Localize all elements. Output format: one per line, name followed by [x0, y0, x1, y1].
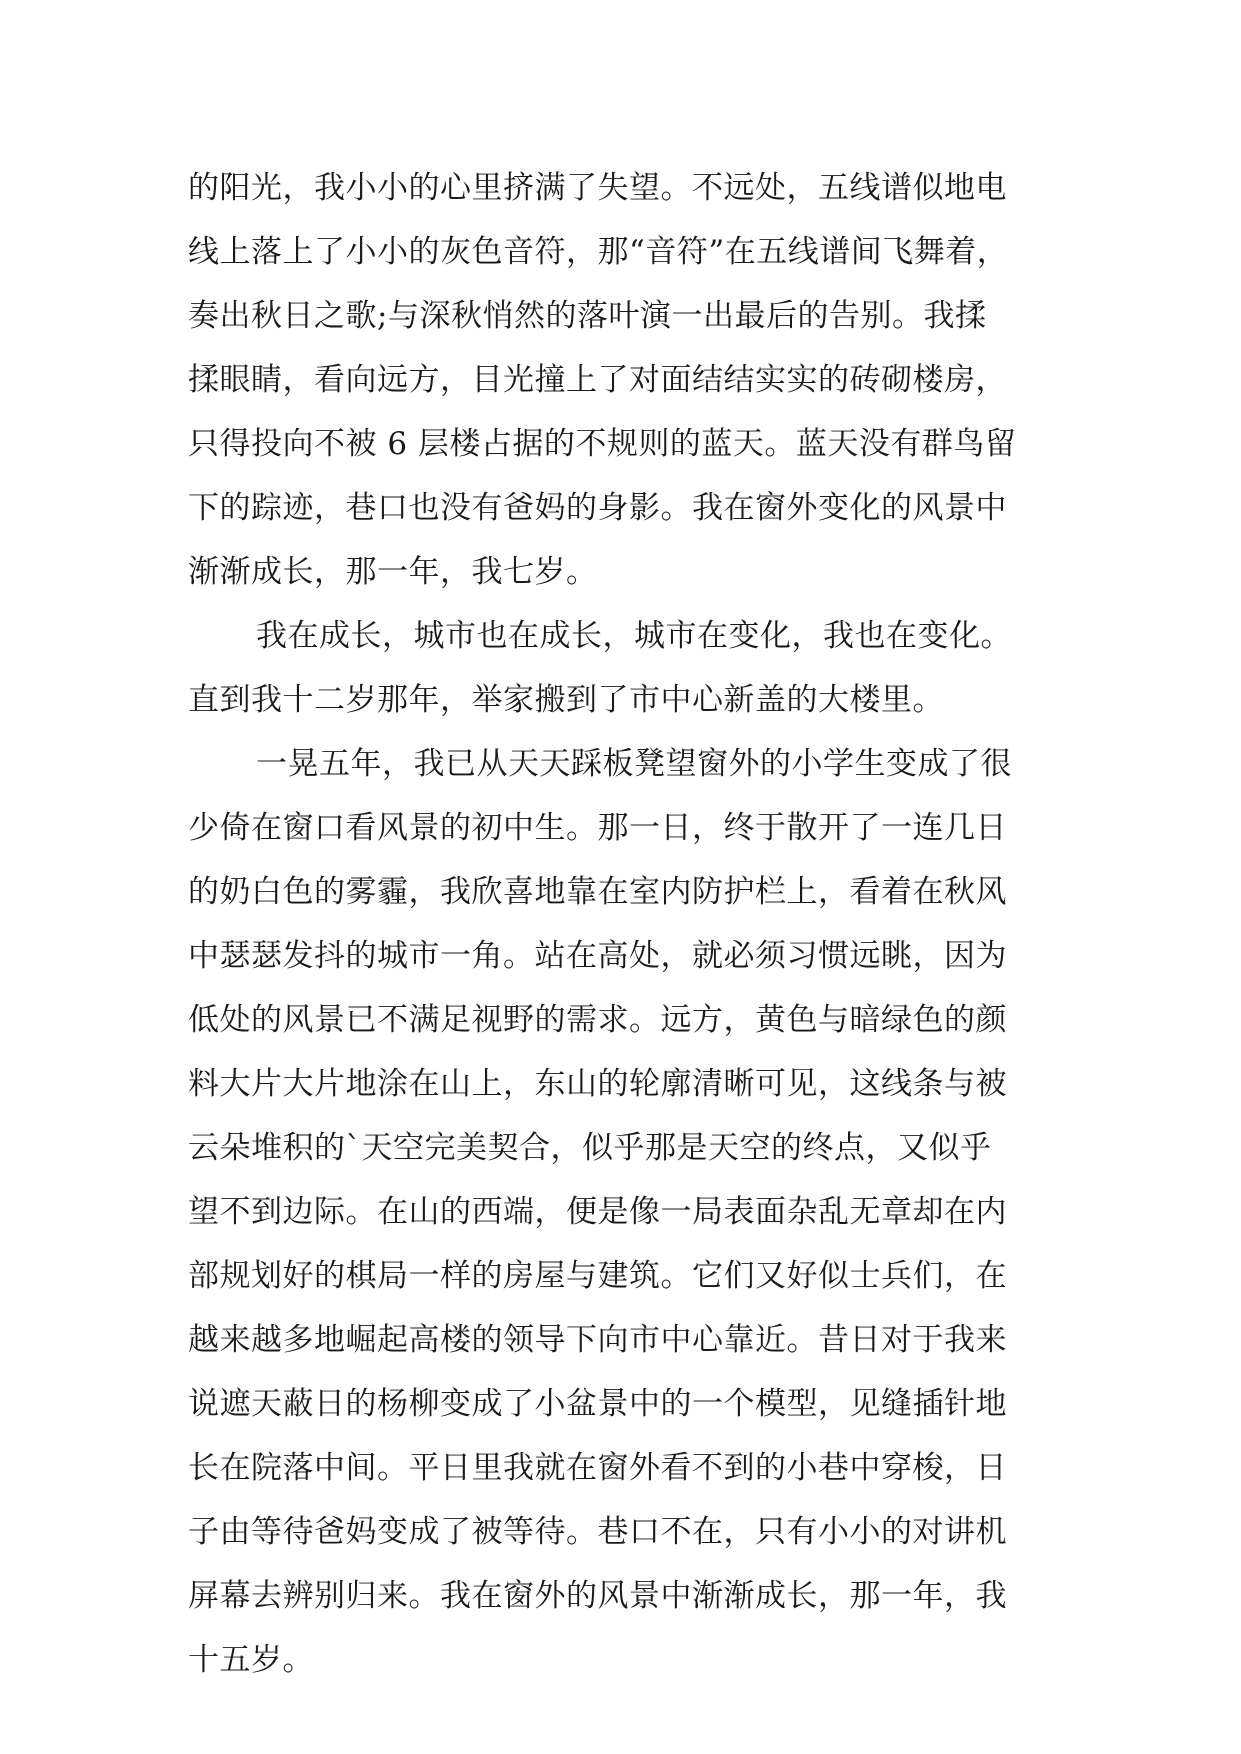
text-line: 料大片大片地涂在山上，东山的轮廓清晰可见，这线条与被 [188, 1066, 1007, 1102]
text-line: 长在院落中间。平日里我就在窗外看不到的小巷中穿梭，日 [188, 1450, 1007, 1486]
text-line: 下的踪迹，巷口也没有爸妈的身影。我在窗外变化的风景中 [188, 490, 1007, 526]
paragraph-start-line: 我在成长，城市也在成长，城市在变化，我也在变化。 [256, 618, 1012, 654]
text-line: 中瑟瑟发抖的城市一角。站在高处，就必须习惯远眺，因为 [188, 938, 1007, 974]
text-line: 部规划好的棋局一样的房屋与建筑。它们又好似士兵们，在 [188, 1258, 1007, 1294]
text-line: 直到我十二岁那年，举家搬到了市中心新盖的大楼里。 [188, 682, 944, 718]
text-line: 越来越多地崛起高楼的领导下向市中心靠近。昔日对于我来 [188, 1322, 1007, 1358]
text-line: 的奶白色的雾霾，我欣喜地靠在室内防护栏上，看着在秋风 [188, 874, 1007, 910]
text-line: 望不到边际。在山的西端，便是像一局表面杂乱无章却在内 [188, 1194, 1007, 1230]
text-line: 渐渐成长，那一年，我七岁。 [188, 554, 598, 590]
text-line: 奏出秋日之歌;与深秋悄然的落叶演一出最后的告别。我揉 [188, 298, 987, 334]
text-line: 揉眼睛，看向远方，目光撞上了对面结结实实的砖砌楼房， [188, 362, 1007, 398]
text-line: 线上落上了小小的灰色音符，那“音符”在五线谱间飞舞着， [188, 234, 1009, 270]
paragraph-start-line: 一晃五年，我已从天天踩板凳望窗外的小学生变成了很 [256, 746, 1012, 782]
text-line: 说遮天蔽日的杨柳变成了小盆景中的一个模型，见缝插针地 [188, 1386, 1007, 1422]
text-line: 云朵堆积的`天空完美契合，似乎那是天空的终点，又似乎 [188, 1130, 992, 1166]
text-line: 屏幕去辨别归来。我在窗外的风景中渐渐成长，那一年，我 [188, 1578, 1007, 1614]
text-line: 只得投向不被 6 层楼占据的不规则的蓝天。蓝天没有群鸟留 [188, 426, 1017, 462]
text-line: 的阳光，我小小的心里挤满了失望。不远处，五线谱似地电 [188, 170, 1007, 206]
text-line: 少倚在窗口看风景的初中生。那一日，终于散开了一连几日 [188, 810, 1007, 846]
text-line: 子由等待爸妈变成了被等待。巷口不在，只有小小的对讲机 [188, 1514, 1007, 1550]
text-line: 低处的风景已不满足视野的需求。远方，黄色与暗绿色的颜 [188, 1002, 1007, 1038]
text-line: 十五岁。 [188, 1642, 314, 1678]
